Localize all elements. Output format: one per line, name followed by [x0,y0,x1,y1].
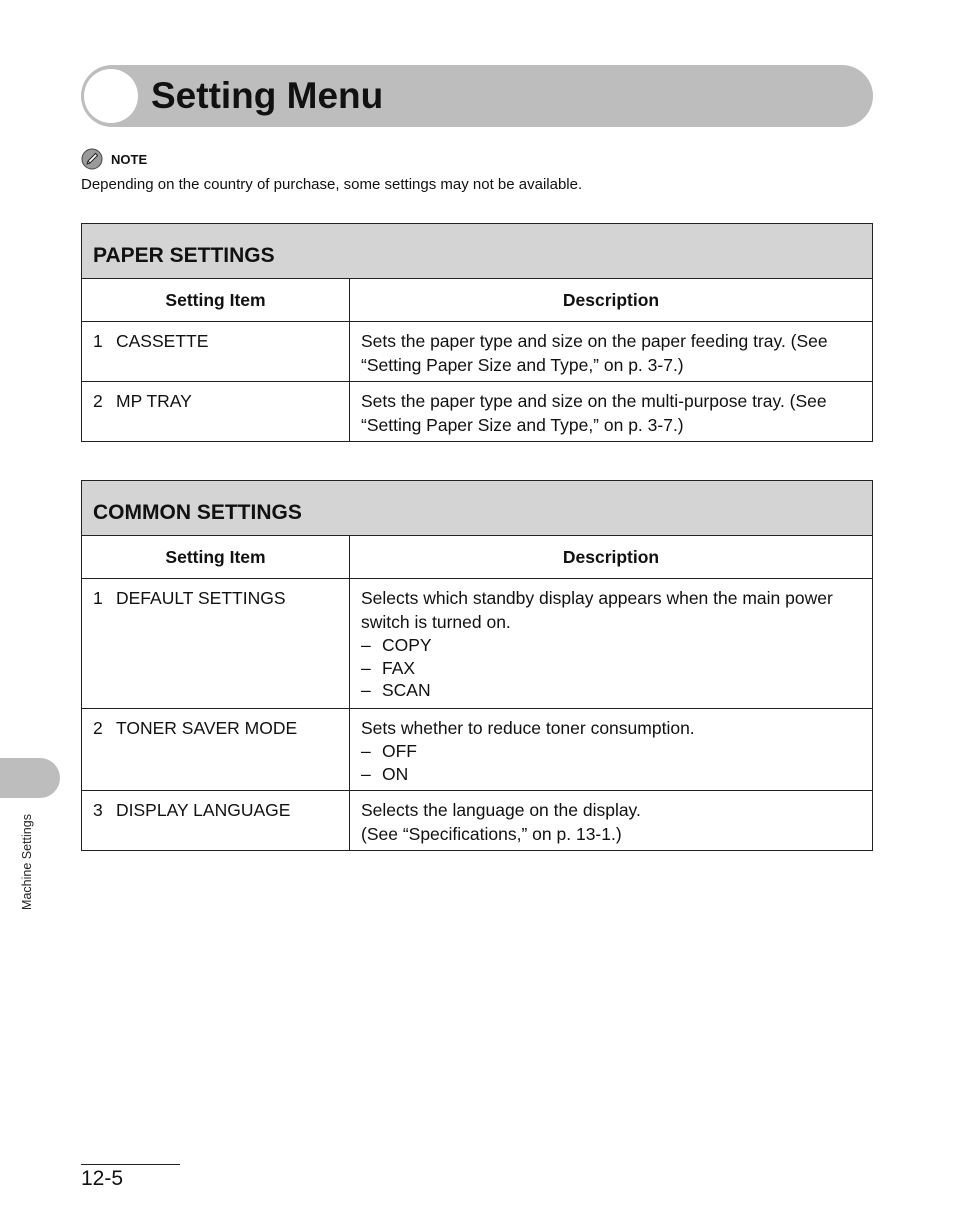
item-name: DISPLAY LANGUAGE [116,800,291,820]
item-name: DEFAULT SETTINGS [116,588,286,608]
common-settings-table [81,480,873,851]
item-name: TONER SAVER MODE [116,718,298,738]
option-label: FAX [382,657,416,678]
note-header [81,148,147,170]
description-cell [350,579,873,709]
item-name: CASSETTE [116,331,209,351]
common-settings-heading: COMMON SETTINGS [82,481,873,536]
setting-item-cell [82,709,350,791]
item-number: 2 [93,391,103,411]
description-text: Selects the language on the display. [361,800,641,820]
description-cell [350,709,873,791]
option-label: OFF [382,741,417,761]
item-number: 2 [93,718,103,738]
table-row [82,322,873,382]
setting-item-cell [82,579,350,709]
option-item: – FAX [361,657,416,678]
note-label: NOTE [111,151,148,167]
option-item: – COPY [361,635,432,655]
pencil-note-icon [81,148,103,170]
option-item: – OFF [361,741,417,761]
description-cell [350,791,873,851]
chapter-tab [0,758,60,798]
page-title: Setting Menu [151,75,384,116]
setting-item-cell [82,382,350,442]
column-header-description: Description [350,536,873,579]
paper-settings-table [81,223,873,442]
setting-item-cell [82,322,350,382]
description-text: Sets whether to reduce toner consumption. [361,718,695,738]
option-label: ON [382,763,409,784]
table-row [82,791,873,851]
option-item: – ON [361,763,409,784]
table-row [82,579,873,709]
footer-rule [81,1164,180,1165]
item-number: 1 [93,331,103,351]
table-row [82,709,873,791]
description-cell: Sets the paper type and size on the paper feeding tray. (See “Setting Paper Size and Type,” on p. 3-7.) [350,322,873,382]
note-text: Depending on the country of purchase, some settings may not be available. [81,176,583,193]
item-name: MP TRAY [116,391,192,411]
description-cell: Sets the paper type and size on the multi-purpose tray. (See “Setting Paper Size and Type,” on p. 3-7.) [350,382,873,442]
item-number: 3 [93,800,103,820]
paper-settings-heading: PAPER SETTINGS [82,224,873,279]
option-item: – SCAN [361,680,431,700]
column-header-setting-item: Setting Item [82,279,350,322]
setting-item-cell [82,791,350,851]
option-label: SCAN [382,680,431,700]
table-row [82,382,873,442]
description-reference: (See “Specifications,” on p. 13-1.) [361,824,622,844]
column-header-description: Description [350,279,873,322]
option-label: COPY [382,635,432,655]
description-text: Selects which standby display appears when the main power switch is turned on. [361,588,833,632]
page-number: 12-5 [81,1167,124,1190]
chapter-label: Machine Settings [20,814,34,910]
item-number: 1 [93,588,103,608]
column-header-setting-item: Setting Item [82,536,350,579]
title-circle-decoration [84,69,138,123]
